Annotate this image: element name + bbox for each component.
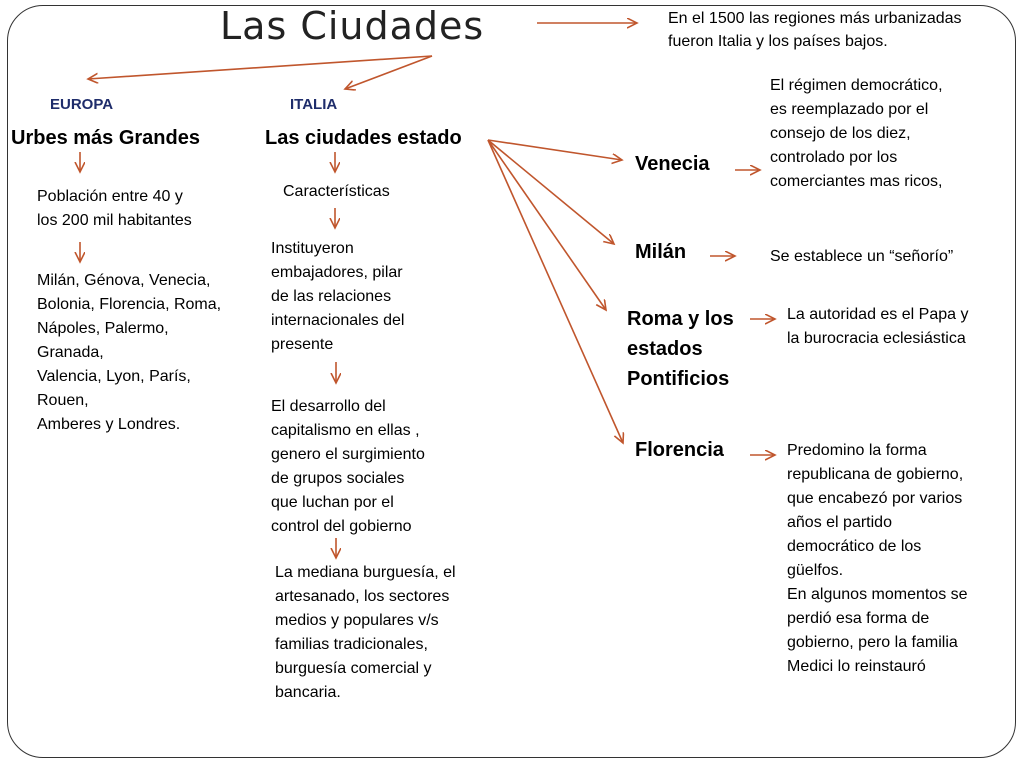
roma-desc: La autoridad es el Papa y la burocracia eclesiástica [787,306,969,347]
caracteristicas-label: Características [283,183,390,200]
italia-label: ITALIA [290,96,338,113]
arrow-estado-florencia [488,140,623,443]
caracteristica-2: El desarrollo del capitalismo en ellas , genero el surgimiento de grupos sociales que luchan por el control del gobierno [271,398,425,535]
venecia-desc: El régimen democrático, es reemplazado por el consejo de los diez, controlado por los comerciantes mas ricos, [770,77,943,190]
roma-name: Roma y los estados Pontificios [627,308,734,390]
ciudades-list-text: Milán, Génova, Venecia, Bolonia, Florencia, Roma, Nápoles, Palermo, Granada, Valencia, Lyon, París, Rouen, Amberes y Londres. [37,272,222,433]
urbes-heading: Urbes más Grandes [11,127,200,149]
caracteristica-3: La mediana burguesía, el artesanado, los sectores medios y populares v/s familias tradicionales, burguesía comercial y bancaria. [275,564,456,701]
arrow-estado-roma [488,140,606,310]
page-title: Las Ciudades [220,4,485,48]
ciudades-estado-heading: Las ciudades estado [265,127,462,149]
milan-desc: Se establece un “señorío” [770,248,954,265]
milan-name: Milán [635,241,687,263]
venecia-name: Venecia [635,153,710,175]
florencia-name: Florencia [635,439,724,461]
caracteristica-1: Instituyeron embajadores, pilar de las relaciones internacionales del presente [271,240,405,353]
note-text: En el 1500 las regiones más urbanizadas fueron Italia y los países bajos. [668,10,962,50]
europa-label: EUROPA [50,96,114,113]
florencia-desc: Predomino la forma republicana de gobierno, que encabezó por varios años el partido democrático de los güelfos. En algunos momentos se perdió esa forma de gobierno, pero la familia Medici lo reinstauró [787,442,968,675]
poblacion-text: Población entre 40 y los 200 mil habitantes [37,188,192,229]
